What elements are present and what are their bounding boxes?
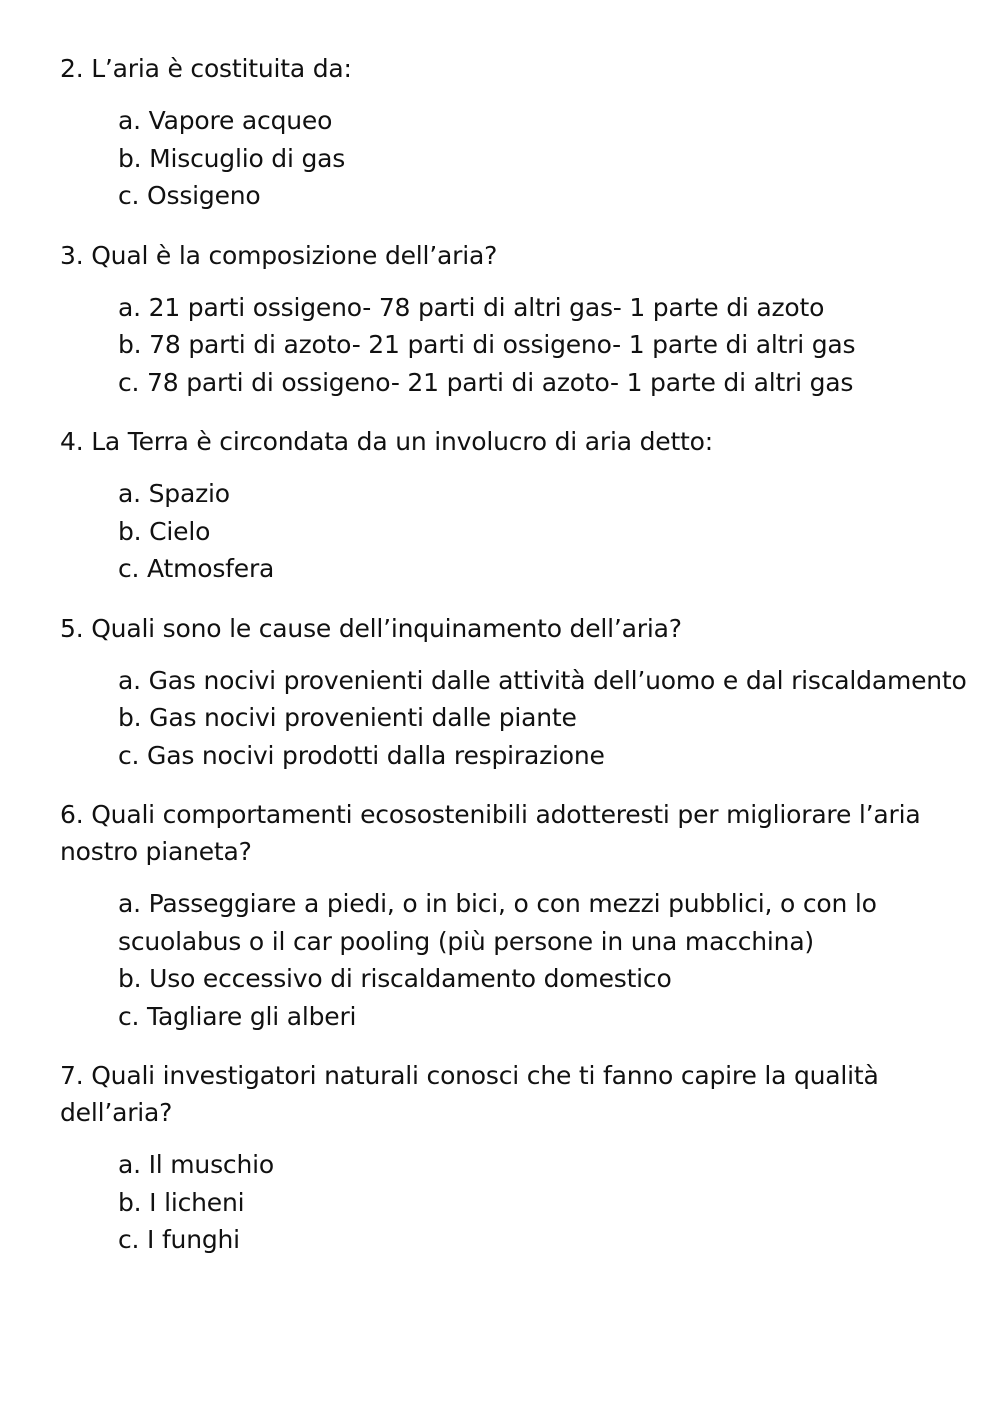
question-text: 4. La Terra è circondata da un involucro di aria detto: [60,427,713,456]
answer-option-c[interactable]: c. Atmosfera [118,554,275,583]
answer-options [118,885,980,1035]
question-5 [60,610,980,775]
answer-option-b[interactable]: b. 78 parti di azoto- 21 parti di ossigeno- 1 parte di altri gas [118,330,856,359]
answer-option-a[interactable]: a. Vapore acqueo [118,106,333,135]
answer-option-a[interactable]: a. Gas nocivi provenienti dalle attività dell’uomo e dal riscaldamento [118,665,967,695]
question-text: 5. Quali sono le cause dell’inquinamento dell’aria? [60,613,682,643]
question-3 [60,237,980,402]
question-text: 6. Quali comportamenti ecosostenibili adotteresti per migliorare l’aria nostro pianeta? [60,800,921,866]
answer-option-c[interactable]: c. Gas nocivi prodotti dalla respirazione [118,740,605,770]
question-2 [60,50,980,215]
answer-option-b[interactable]: b. I licheni [118,1187,245,1217]
answer-option-b[interactable]: b. Miscuglio di gas [118,143,346,173]
question-7 [60,1057,980,1259]
answer-option-c[interactable]: c. I funghi [118,1225,240,1254]
answer-option-b[interactable]: b. Uso eccessivo di riscaldamento domestico [118,964,672,993]
answer-option-a[interactable]: a. Passeggiare a piedi, o in bici, o con mezzi pubblici, o con lo scuolabus o il car pooling (più persone in una macchina) [118,889,877,956]
answer-option-b[interactable]: b. Gas nocivi provenienti dalle piante [118,703,577,732]
question-text: 7. Quali investigatori naturali conosci che ti fanno capire la qualità dell’aria? [60,1061,879,1127]
question-4 [60,423,980,588]
answer-options [118,662,980,775]
answer-options [118,1146,980,1259]
question-6 [60,796,980,1035]
answer-option-a[interactable]: a. 21 parti ossigeno- 78 parti di altri gas- 1 parte di azoto [118,292,825,322]
answer-options [118,289,980,402]
answer-options [118,475,980,588]
answer-options [118,102,980,215]
answer-option-c[interactable]: c. Ossigeno [118,181,261,210]
answer-option-a[interactable]: a. Spazio [118,479,230,508]
answer-option-b[interactable]: b. Cielo [118,516,211,546]
answer-option-c[interactable]: c. Tagliare gli alberi [118,1001,357,1031]
answer-option-a[interactable]: a. Il muschio [118,1150,274,1179]
question-text: 3. Qual è la composizione dell’aria? [60,240,498,270]
worksheet [60,50,980,1281]
answer-option-c[interactable]: c. 78 parti di ossigeno- 21 parti di azoto- 1 parte di altri gas [118,367,854,397]
question-text: 2. L’aria è costituita da: [60,54,352,83]
